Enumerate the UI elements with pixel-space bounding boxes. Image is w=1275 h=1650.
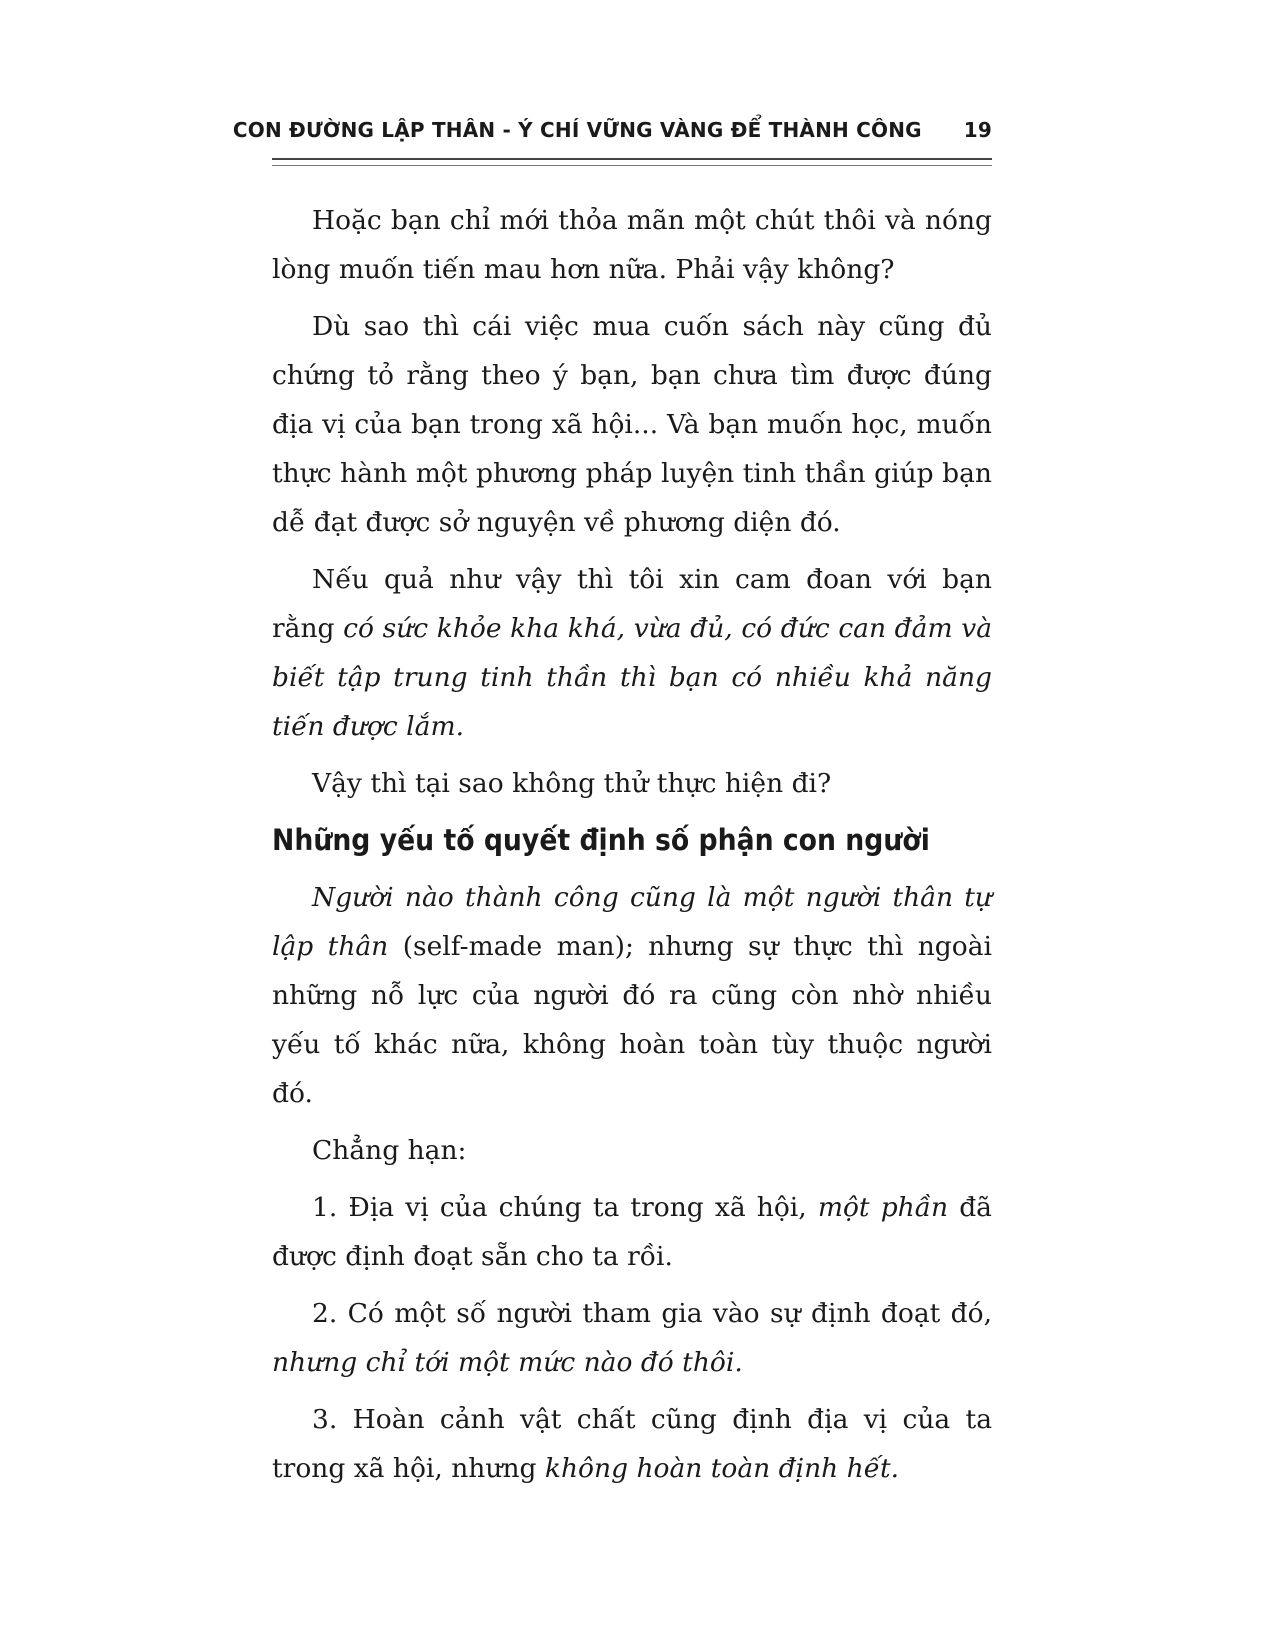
paragraph: Chẳng hạn: [312, 1135, 467, 1166]
section-heading: Những yếu tố quyết định số phận con người [272, 823, 930, 857]
list-item [272, 1289, 992, 1387]
emphasis-text: một phần [817, 1192, 949, 1223]
emphasis-text: không hoàn toàn định hết. [544, 1453, 900, 1484]
list-item-text: 3. Hoàn cảnh vật chất cũng định địa vị của ta trong xã hội, nhưng [272, 1404, 992, 1484]
paragraph: Vậy thì tại sao không thử thực hiện đi? [312, 768, 832, 799]
emphasis-text: Người nào thành công cũng là một người thân tự lập thân [272, 882, 992, 962]
header-rule-thin [272, 165, 992, 166]
list-item-text: đã được định đoạt sẵn cho ta rồi. [272, 1192, 992, 1272]
page-number: 19 [963, 118, 992, 142]
running-header [232, 112, 992, 182]
emphasis-text: nhưng chỉ tới một mức nào đó thôi. [272, 1347, 743, 1378]
paragraph: Dù sao thì cái việc mua cuốn sách này cũng đủ chứng tỏ rằng theo ý bạn, bạn chưa tìm được đúng địa vị của bạn trong xã hội... Và bạn muốn học, muốn thực hành một phương pháp luyện tinh thần giúp bạn dễ đạt được sở nguyện về phương diện đó. [272, 311, 992, 538]
list-item [272, 1395, 992, 1493]
page-body [272, 196, 992, 1501]
paragraph-text: Nếu quả như vậy thì tôi xin cam đoan với bạn rằng [272, 564, 992, 644]
paragraph-text: (self-made man); nhưng sự thực thì ngoài những nỗ lực của người đó ra cũng còn nhờ nhiều yếu tố khác nữa, không hoàn toàn tùy thuộc người đó. [272, 931, 992, 1109]
paragraph: Hoặc bạn chỉ mới thỏa mãn một chút thôi và nóng lòng muốn tiến mau hơn nữa. Phải vậy không? [272, 205, 992, 285]
paragraph [272, 555, 992, 751]
list-item-text: 2. Có một số người tham gia vào sự định đoạt đó, [312, 1298, 992, 1329]
header-row [232, 112, 992, 148]
paragraph [272, 873, 992, 1118]
running-title: CON ĐƯỜNG LẬP THÂN - Ý CHÍ VỮNG VÀNG ĐỂ THÀNH CÔNG [232, 118, 922, 142]
emphasis-text: có sức khỏe kha khá, vừa đủ, có đức can đảm và biết tập trung tinh thần thì bạn có nhiều khả năng tiến được lắm. [272, 613, 992, 742]
list-item-text: 1. Địa vị của chúng ta trong xã hội, [312, 1192, 807, 1223]
header-rule [272, 158, 992, 160]
list-item [272, 1183, 992, 1281]
